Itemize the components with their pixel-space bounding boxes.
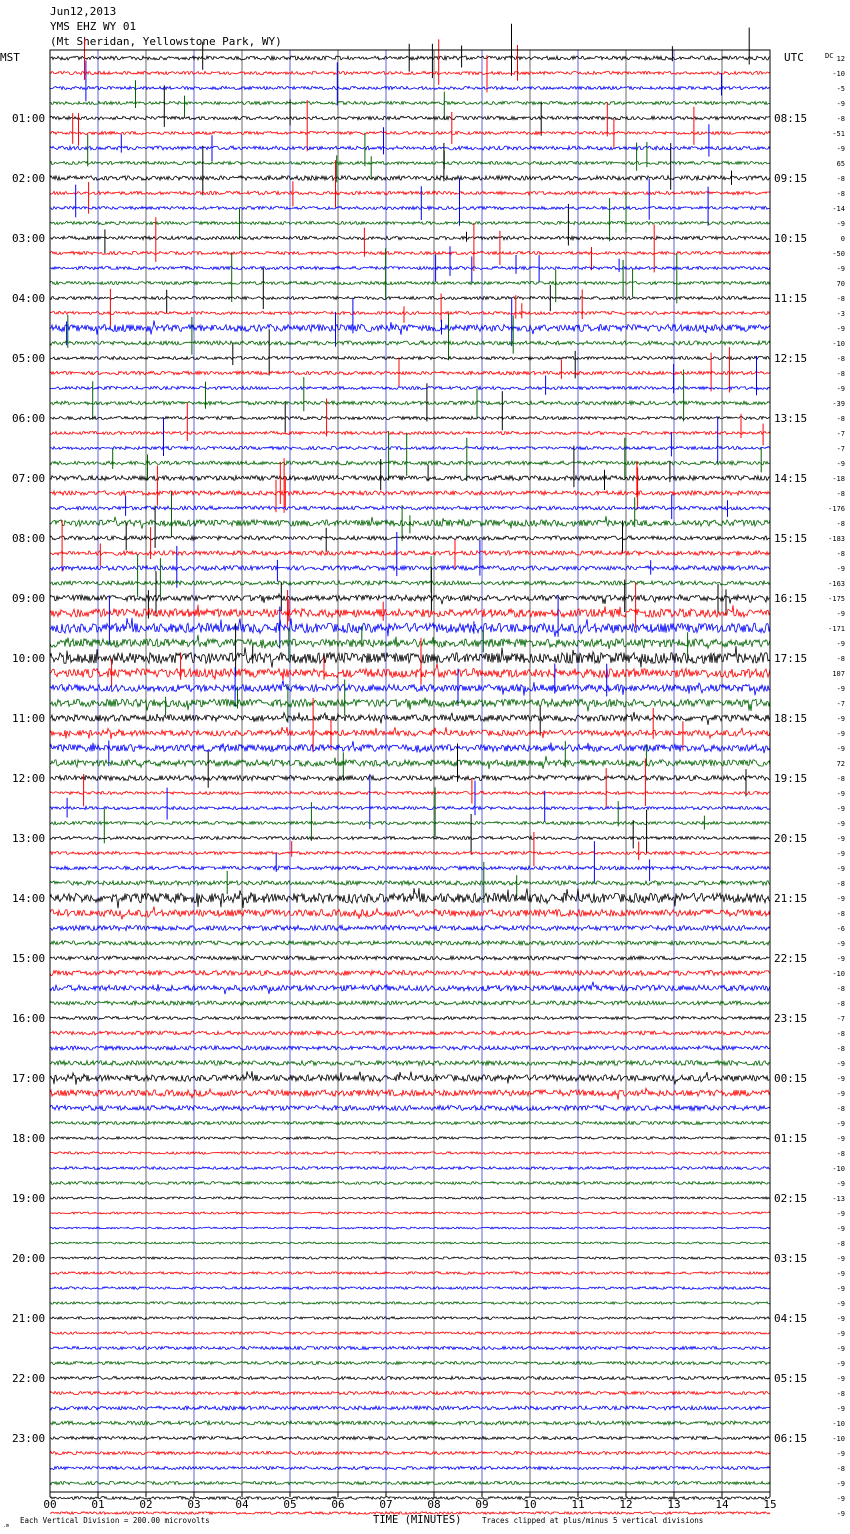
- mst-hour-label: 03:00: [12, 232, 46, 245]
- seismic-trace: [50, 1121, 770, 1124]
- utc-hour-label: 23:15: [774, 1012, 808, 1025]
- dc-offset-label: 72: [836, 760, 845, 768]
- seismic-trace: [50, 86, 770, 89]
- x-tick-label: 04: [235, 1498, 249, 1511]
- dc-offset-label: -9: [836, 1060, 845, 1068]
- seismic-trace: [50, 741, 770, 753]
- x-tick-label: 05: [283, 1498, 297, 1511]
- dc-offset-label: -8: [836, 490, 845, 498]
- dc-offset-label: -7: [836, 700, 845, 708]
- dc-offset-label: -9: [836, 820, 845, 828]
- seismic-trace: [50, 1227, 770, 1229]
- seismic-trace: [50, 1105, 770, 1110]
- dc-offset-label: -8: [836, 370, 845, 378]
- seismic-trace: [50, 806, 770, 809]
- utc-hour-label: 14:15: [774, 472, 808, 485]
- seismic-trace: [50, 646, 770, 667]
- utc-hour-label: 12:15: [774, 352, 808, 365]
- mst-hour-label: 19:00: [12, 1192, 46, 1205]
- dc-offset-label: -7: [836, 1015, 845, 1023]
- dc-offset-label: -3: [836, 310, 845, 318]
- dc-offset-label: -39: [832, 400, 845, 408]
- seismic-trace: [50, 386, 770, 389]
- mst-hour-label: 20:00: [12, 1252, 46, 1265]
- dc-offset-label: -8: [836, 1465, 845, 1473]
- dc-offset-label: -10: [832, 1165, 845, 1173]
- seismic-trace: [50, 1421, 770, 1425]
- utc-hour-label: 01:15: [774, 1132, 808, 1145]
- dc-offset-label: -9: [836, 265, 845, 273]
- dc-offset-label: -9: [836, 805, 845, 813]
- utc-hour-label: 05:15: [774, 1372, 808, 1385]
- seismic-trace: [50, 476, 770, 481]
- seismic-trace: [50, 131, 770, 134]
- seismic-trace: [50, 1031, 770, 1035]
- dc-offset-label: -10: [832, 1435, 845, 1443]
- dc-offset-label: 70: [836, 280, 845, 288]
- seismic-trace: [50, 836, 770, 839]
- mst-hour-label: 22:00: [12, 1372, 46, 1385]
- seismic-trace: [50, 236, 770, 240]
- dc-offset-label: -9: [836, 1075, 845, 1083]
- seismic-trace: [50, 416, 770, 419]
- seismic-trace: [50, 1152, 770, 1155]
- utc-hour-label: 19:15: [774, 772, 808, 785]
- seismic-trace: [50, 698, 770, 712]
- dc-offset-label: -8: [836, 1030, 845, 1038]
- seismic-trace: [50, 566, 770, 570]
- dc-offset-label: -8: [836, 520, 845, 528]
- seismic-trace: [50, 251, 770, 254]
- dc-offset-label: -9: [836, 1480, 845, 1488]
- dc-offset-label: -9: [836, 715, 845, 723]
- dc-offset-label: -8: [836, 1390, 845, 1398]
- utc-hour-label: 04:15: [774, 1312, 808, 1325]
- seismic-trace: [50, 1197, 770, 1199]
- seismic-trace: [50, 756, 770, 769]
- dc-offset-label: -9: [836, 1210, 845, 1218]
- dc-offset-label: -8: [836, 1105, 845, 1113]
- dc-offset-label: 12: [836, 55, 845, 63]
- mst-hour-label: 15:00: [12, 952, 46, 965]
- utc-hour-label: 09:15: [774, 172, 808, 185]
- seismic-trace: [50, 821, 770, 824]
- seismic-trace: [50, 1332, 770, 1335]
- utc-hour-label: 03:15: [774, 1252, 808, 1265]
- dc-offset-label: -10: [832, 970, 845, 978]
- x-tick-label: 13: [667, 1498, 681, 1511]
- x-tick-label: 11: [571, 1498, 585, 1511]
- seismic-trace: [50, 775, 770, 780]
- dc-offset-label: -175: [828, 595, 845, 603]
- dc-offset-label: -7: [836, 445, 845, 453]
- seismic-trace: [50, 1016, 770, 1019]
- x-tick-label: 06: [331, 1498, 345, 1511]
- seismic-trace: [50, 320, 770, 334]
- seismic-trace: [50, 176, 770, 180]
- seismic-trace: [50, 206, 770, 209]
- axis-labels: [12, 55, 845, 1518]
- dc-offset-label: -8: [836, 190, 845, 198]
- x-tick-label: 08: [427, 1498, 441, 1511]
- seismic-trace: [50, 401, 770, 405]
- seismic-trace: [50, 1406, 770, 1410]
- seismic-trace: [50, 681, 770, 696]
- dc-offset-label: -9: [836, 850, 845, 858]
- seismic-trace: [50, 956, 770, 960]
- dc-offset-label: -9: [836, 1120, 845, 1128]
- dc-offset-label: -10: [832, 340, 845, 348]
- x-tick-label: 15: [763, 1498, 777, 1511]
- mst-hour-label: 06:00: [12, 412, 46, 425]
- seismic-trace: [50, 727, 770, 739]
- seismic-trace: [50, 605, 770, 617]
- mst-hour-label: 17:00: [12, 1072, 46, 1085]
- seismic-trace: [50, 1212, 770, 1214]
- seismic-trace: [50, 618, 770, 637]
- dc-offset-label: -9: [836, 145, 845, 153]
- dc-offset-label: -8: [836, 985, 845, 993]
- mst-hour-label: 08:00: [12, 532, 46, 545]
- clip-note: Traces clipped at plus/minus 5 vertical divisions: [482, 1516, 704, 1525]
- seismic-trace: [50, 536, 770, 540]
- seismic-trace: [50, 712, 770, 725]
- utc-hour-label: 22:15: [774, 952, 808, 965]
- dc-offset-label: -14: [832, 205, 845, 213]
- seismic-trace: [50, 506, 770, 510]
- seismic-trace: [50, 146, 770, 150]
- left-axis-title: MST: [0, 51, 20, 64]
- utc-hour-label: 17:15: [774, 652, 808, 665]
- dc-offset-label: -8: [836, 1045, 845, 1053]
- seismic-trace: [50, 311, 770, 314]
- utc-hour-label: 21:15: [774, 892, 808, 905]
- dc-offset-label: -9: [836, 730, 845, 738]
- x-tick-label: 03: [187, 1498, 201, 1511]
- dc-offset-label: -9: [836, 955, 845, 963]
- seismic-trace: [50, 356, 770, 359]
- seismic-trace: [50, 941, 770, 945]
- dc-offset-label: -9: [836, 1225, 845, 1233]
- seismic-trace: [50, 161, 770, 164]
- seismic-trace: [50, 1182, 770, 1185]
- dc-offset-label: -8: [836, 355, 845, 363]
- seismic-trace: [50, 461, 770, 465]
- x-tick-label: 02: [139, 1498, 153, 1511]
- seismic-trace: [50, 881, 770, 885]
- mst-hour-label: 12:00: [12, 772, 46, 785]
- seismic-trace: [50, 1061, 770, 1066]
- mst-hour-label: 16:00: [12, 1012, 46, 1025]
- mst-hour-label: 11:00: [12, 712, 46, 725]
- dc-offset-label: -183: [828, 535, 845, 543]
- utc-hour-label: 00:15: [774, 1072, 808, 1085]
- mst-hour-label: 07:00: [12, 472, 46, 485]
- mst-hour-label: 18:00: [12, 1132, 46, 1145]
- dc-offset-label: -5: [836, 85, 845, 93]
- seismic-trace: [50, 851, 770, 854]
- mst-hour-label: 21:00: [12, 1312, 46, 1325]
- seismic-trace: [50, 1046, 770, 1050]
- mst-hour-label: 10:00: [12, 652, 46, 665]
- seismic-trace: [50, 1436, 770, 1439]
- seismic-trace: [50, 1497, 770, 1500]
- x-tick-label: 09: [475, 1498, 489, 1511]
- seismic-trace: [50, 71, 770, 74]
- dc-offset-label: -8: [836, 1150, 845, 1158]
- dc-offset-label: -9: [836, 385, 845, 393]
- dc-offset-label: -171: [828, 625, 845, 633]
- dc-offset-label: -9: [836, 640, 845, 648]
- dc-offset-label: -9: [836, 1285, 845, 1293]
- dc-offset-label: 0: [840, 235, 845, 243]
- seismic-trace: [50, 296, 770, 299]
- dc-offset-label: -10: [832, 1420, 845, 1428]
- dc-offset-label: -6: [836, 925, 845, 933]
- dc-offset-label: -9: [836, 1315, 845, 1323]
- dc-offset-label: -8: [836, 775, 845, 783]
- dc-offset-label: -8: [836, 295, 845, 303]
- x-tick-label: 00: [43, 1498, 57, 1511]
- dc-offset-label: -9: [836, 1450, 845, 1458]
- seismic-trace: [50, 491, 770, 495]
- x-tick-label: 10: [523, 1498, 537, 1511]
- dc-offset-label: -9: [836, 220, 845, 228]
- seismic-trace: [50, 1137, 770, 1140]
- seismic-trace: [50, 191, 770, 195]
- dc-title: DC: [825, 52, 834, 60]
- dc-offset-label: -9: [836, 1135, 845, 1143]
- dc-offset-label: -8: [836, 655, 845, 663]
- dc-offset-label: -9: [836, 1090, 845, 1098]
- seismic-traces: [50, 24, 770, 1515]
- utc-hour-label: 10:15: [774, 232, 808, 245]
- seismic-trace: [50, 907, 770, 920]
- seismic-trace: [50, 635, 770, 649]
- x-tick-label: 01: [91, 1498, 105, 1511]
- seismic-trace: [50, 888, 770, 908]
- dc-offset-label: -9: [836, 1360, 845, 1368]
- plot-frame: [50, 50, 770, 1492]
- dc-offset-label: -9: [836, 100, 845, 108]
- x-axis-label: TIME (MINUTES): [373, 1514, 462, 1526]
- mst-hour-label: 13:00: [12, 832, 46, 845]
- utc-hour-label: 16:15: [774, 592, 808, 605]
- seismic-trace: [50, 791, 770, 794]
- dc-offset-label: -9: [836, 790, 845, 798]
- right-axis-title: UTC: [784, 51, 804, 64]
- mst-hour-label: 23:00: [12, 1432, 46, 1445]
- mst-hour-label: 14:00: [12, 892, 46, 905]
- seismic-trace: [50, 1376, 770, 1379]
- seismic-trace: [50, 581, 770, 585]
- dc-offset-label: -9: [836, 895, 845, 903]
- utc-hour-label: 06:15: [774, 1432, 808, 1445]
- dc-offset-label: -10: [832, 70, 845, 78]
- seismic-trace: [50, 925, 770, 930]
- dc-offset-label: -50: [832, 250, 845, 258]
- utc-hour-label: 08:15: [774, 112, 808, 125]
- dc-offset-label: -8: [836, 910, 845, 918]
- x-tick-label: 14: [715, 1498, 729, 1511]
- dc-offset-label: -9: [836, 1330, 845, 1338]
- seismic-trace: [50, 266, 770, 269]
- seismic-trace: [50, 1242, 770, 1244]
- seismic-trace: [50, 446, 770, 449]
- seismic-trace: [50, 56, 770, 60]
- station-code: YMS EHZ WY 01: [50, 20, 137, 33]
- seismic-trace: [50, 1391, 770, 1394]
- seismic-trace: [50, 866, 770, 870]
- seismic-trace: [50, 551, 770, 555]
- seismic-trace: [50, 1272, 770, 1275]
- minute-gridlines: [50, 50, 770, 1497]
- utc-hour-label: 02:15: [774, 1192, 808, 1205]
- x-tick-label: 07: [379, 1498, 393, 1511]
- dc-offset-label: -163: [828, 580, 845, 588]
- x-tick-label: 12: [619, 1498, 633, 1511]
- mst-hour-label: 04:00: [12, 292, 46, 305]
- dc-offset-label: -13: [832, 1195, 845, 1203]
- dc-offset-label: -9: [836, 865, 845, 873]
- seismic-trace: [50, 1317, 770, 1320]
- chart-date: Jun12,2013: [50, 5, 117, 18]
- seismic-trace: [50, 1071, 770, 1085]
- dc-offset-label: -8: [836, 415, 845, 423]
- dc-offset-label: -9: [836, 1510, 845, 1518]
- station-location: (Mt Sheridan, Yellowstone Park, WY): [50, 35, 282, 48]
- dc-offset-label: -9: [836, 1300, 845, 1308]
- seismic-trace: [50, 101, 770, 104]
- mst-hour-label: 09:00: [12, 592, 46, 605]
- seismic-trace: [50, 1361, 770, 1364]
- dc-offset-label: -9: [836, 1375, 845, 1383]
- dc-offset-label: -18: [832, 475, 845, 483]
- utc-hour-label: 13:15: [774, 412, 808, 425]
- utc-hour-label: 20:15: [774, 832, 808, 845]
- seismic-trace: [50, 664, 770, 681]
- mst-hour-label: 05:00: [12, 352, 46, 365]
- dc-offset-label: -51: [832, 130, 845, 138]
- utc-hour-label: 11:15: [774, 292, 808, 305]
- mst-hour-label: 01:00: [12, 112, 46, 125]
- seismic-trace: [50, 1287, 770, 1290]
- seismic-trace: [50, 1001, 770, 1005]
- seismic-trace: [50, 221, 770, 224]
- seismic-trace: [50, 116, 770, 119]
- seismic-trace: [50, 371, 770, 375]
- dc-offset-label: -9: [836, 940, 845, 948]
- seismic-trace: [50, 431, 770, 434]
- dc-offset-label: -9: [836, 610, 845, 618]
- utc-hour-label: 18:15: [774, 712, 808, 725]
- seismic-trace: [50, 1346, 770, 1349]
- dc-offset-label: -8: [836, 175, 845, 183]
- dc-offset-label: -7: [836, 430, 845, 438]
- dc-offset-label: -176: [828, 505, 845, 513]
- dc-offset-label: 107: [832, 670, 845, 678]
- dc-offset-label: -8: [836, 550, 845, 558]
- seismic-trace: [50, 982, 770, 994]
- seismic-trace: [50, 594, 770, 604]
- scale-note: Each Vertical Division = 200.00 microvolts: [20, 1516, 210, 1525]
- utc-hour-label: 15:15: [774, 532, 808, 545]
- mst-hour-label: 02:00: [12, 172, 46, 185]
- seismic-trace: [50, 1167, 770, 1170]
- corner-mark: .m: [3, 1523, 10, 1529]
- dc-offset-label: -8: [836, 1000, 845, 1008]
- seismic-trace: [50, 970, 770, 975]
- dc-offset-label: -9: [836, 325, 845, 333]
- dc-offset-label: -9: [836, 460, 845, 468]
- seismic-trace: [50, 1451, 770, 1454]
- dc-offset-label: -8: [836, 115, 845, 123]
- dc-offset-label: -9: [836, 1255, 845, 1263]
- dc-offset-label: 65: [836, 160, 845, 168]
- seismic-trace: [50, 281, 770, 284]
- seismic-trace: [50, 1466, 770, 1469]
- dc-offset-label: -9: [836, 745, 845, 753]
- dc-offset-label: -9: [836, 685, 845, 693]
- seismic-trace: [50, 1302, 770, 1305]
- dc-offset-label: -9: [836, 1495, 845, 1503]
- dc-offset-label: -8: [836, 1240, 845, 1248]
- dc-offset-label: -9: [836, 1180, 845, 1188]
- seismic-trace: [50, 1088, 770, 1100]
- dc-offset-label: -9: [836, 1345, 845, 1353]
- dc-offset-label: -9: [836, 565, 845, 573]
- seismic-trace: [50, 1257, 770, 1259]
- seismic-trace: [50, 341, 770, 345]
- dc-offset-label: -9: [836, 1270, 845, 1278]
- dc-offset-label: -9: [836, 835, 845, 843]
- seismic-trace: [50, 1481, 770, 1484]
- dc-offset-label: -8: [836, 880, 845, 888]
- dc-offset-label: -9: [836, 1405, 845, 1413]
